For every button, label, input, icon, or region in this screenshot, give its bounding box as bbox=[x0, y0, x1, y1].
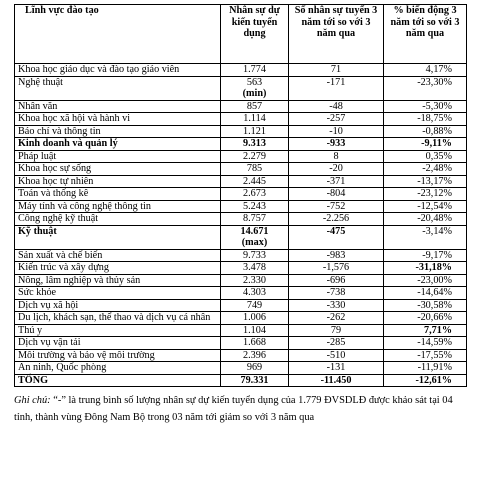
row-change: -2.256 bbox=[289, 213, 384, 226]
table-row bbox=[15, 76, 467, 100]
row-change: -475 bbox=[289, 225, 384, 249]
row-change: -285 bbox=[289, 337, 384, 350]
row-pct: -11,91% bbox=[384, 362, 467, 375]
row-field: Nông, lâm nghiệp và thủy sản bbox=[15, 274, 221, 287]
row-pct: -14,59% bbox=[384, 337, 467, 350]
row-pct: -20,48% bbox=[384, 213, 467, 226]
row-change: -20 bbox=[289, 163, 384, 176]
row-change: -262 bbox=[289, 312, 384, 325]
table-row bbox=[15, 274, 467, 287]
row-pct: -13,17% bbox=[384, 175, 467, 188]
row-change: -696 bbox=[289, 274, 384, 287]
row-pct: -3,14% bbox=[384, 225, 467, 249]
table-row bbox=[15, 113, 467, 126]
table-header-row bbox=[15, 5, 467, 64]
row-field: Nghệ thuật bbox=[15, 76, 221, 100]
row-field: Kỹ thuật bbox=[15, 225, 221, 249]
row-pct: 4,17% bbox=[384, 64, 467, 77]
recruitment-table bbox=[14, 4, 467, 387]
row-planned: 1.121 bbox=[221, 125, 289, 138]
row-planned: 2.396 bbox=[221, 349, 289, 362]
row-field: Kiến trúc và xây dựng bbox=[15, 262, 221, 275]
table-row bbox=[15, 213, 467, 226]
table-row bbox=[15, 64, 467, 77]
row-planned: 5.243 bbox=[221, 200, 289, 213]
row-pct: -30,58% bbox=[384, 299, 467, 312]
total-planned: 79.331 bbox=[221, 374, 289, 387]
row-planned: 1.104 bbox=[221, 324, 289, 337]
table-row bbox=[15, 125, 467, 138]
row-change: 71 bbox=[289, 64, 384, 77]
row-planned: 749 bbox=[221, 299, 289, 312]
row-planned: 2.445 bbox=[221, 175, 289, 188]
row-field: Công nghệ kỹ thuật bbox=[15, 213, 221, 226]
row-field: Kinh doanh và quản lý bbox=[15, 138, 221, 151]
table-row bbox=[15, 100, 467, 113]
row-planned-note: (min) bbox=[242, 88, 267, 100]
row-change: 8 bbox=[289, 150, 384, 163]
row-change: -131 bbox=[289, 362, 384, 375]
row-change: -171 bbox=[289, 76, 384, 100]
row-pct: 0,35% bbox=[384, 150, 467, 163]
row-planned: 9.313 bbox=[221, 138, 289, 151]
table-row bbox=[15, 287, 467, 300]
row-change: -330 bbox=[289, 299, 384, 312]
table-row bbox=[15, 362, 467, 375]
row-field: Pháp luật bbox=[15, 150, 221, 163]
table-row bbox=[15, 337, 467, 350]
table-row bbox=[15, 163, 467, 176]
row-field: An ninh, Quốc phòng bbox=[15, 362, 221, 375]
row-planned-value: 563 bbox=[246, 76, 263, 88]
row-pct: -9,17% bbox=[384, 249, 467, 262]
row-field: Du lịch, khách sạn, thể thao và dịch vụ cá nhân bbox=[15, 312, 221, 325]
row-planned: 1.774 bbox=[221, 64, 289, 77]
row-pct: -9,11% bbox=[384, 138, 467, 151]
table-row bbox=[15, 249, 467, 262]
total-pct: -12,61% bbox=[384, 374, 467, 387]
header-change: Số nhân sự tuyển 3 năm tới so với 3 năm qua bbox=[289, 5, 384, 64]
table-row bbox=[15, 262, 467, 275]
row-change: -752 bbox=[289, 200, 384, 213]
footnote bbox=[14, 393, 466, 425]
row-planned-note: (max) bbox=[241, 237, 268, 249]
row-pct: -31,18% bbox=[384, 262, 467, 275]
row-change: -738 bbox=[289, 287, 384, 300]
row-planned: 9.733 bbox=[221, 249, 289, 262]
row-planned: 1.668 bbox=[221, 337, 289, 350]
row-change: -804 bbox=[289, 188, 384, 201]
row-planned: 2.673 bbox=[221, 188, 289, 201]
row-planned: 8.757 bbox=[221, 213, 289, 226]
table-row bbox=[15, 299, 467, 312]
row-pct: -23,00% bbox=[384, 274, 467, 287]
table-row bbox=[15, 312, 467, 325]
header-planned: Nhân sự dự kiến tuyển dụng bbox=[221, 5, 289, 64]
row-change: -1,576 bbox=[289, 262, 384, 275]
row-planned: 857 bbox=[221, 100, 289, 113]
row-pct: -17,55% bbox=[384, 349, 467, 362]
table-row bbox=[15, 138, 467, 151]
row-planned: 969 bbox=[221, 362, 289, 375]
row-field: Dịch vụ xã hội bbox=[15, 299, 221, 312]
row-planned: 4.303 bbox=[221, 287, 289, 300]
table-total-row bbox=[15, 374, 467, 387]
header-field: Lĩnh vực đào tạo bbox=[15, 5, 221, 64]
row-change: -510 bbox=[289, 349, 384, 362]
row-field: Khoa học xã hội và hành vi bbox=[15, 113, 221, 126]
table-row bbox=[15, 324, 467, 337]
row-pct: -5,30% bbox=[384, 100, 467, 113]
row-planned: 3.478 bbox=[221, 262, 289, 275]
row-change: -933 bbox=[289, 138, 384, 151]
row-planned: 785 bbox=[221, 163, 289, 176]
row-field: Khoa học sự sống bbox=[15, 163, 221, 176]
row-change: -10 bbox=[289, 125, 384, 138]
row-pct: -12,54% bbox=[384, 200, 467, 213]
row-pct: -23,30% bbox=[384, 76, 467, 100]
row-change: -371 bbox=[289, 175, 384, 188]
row-pct: 7,71% bbox=[384, 324, 467, 337]
row-planned: 2.330 bbox=[221, 274, 289, 287]
row-planned-value: 14.671 bbox=[240, 225, 269, 237]
header-pct: % biến động 3 năm tới so với 3 năm qua bbox=[384, 5, 467, 64]
row-planned: 2.279 bbox=[221, 150, 289, 163]
table-row bbox=[15, 225, 467, 249]
row-field: Môi trường và bảo vệ môi trường bbox=[15, 349, 221, 362]
footnote-text: “-” là trung bình số lượng nhân sự dự kiến tuyển dụng của 1.779 ĐVSDLĐ được khảo sát tại 04 tỉnh, thành vùng Đông Nam Bộ trong 03 năm tới giảm so với 3 năm qua bbox=[14, 395, 453, 423]
table-row bbox=[15, 175, 467, 188]
row-field: Sức khỏe bbox=[15, 287, 221, 300]
row-field: Nhân văn bbox=[15, 100, 221, 113]
row-field: Dịch vụ vận tải bbox=[15, 337, 221, 350]
row-planned bbox=[221, 76, 289, 100]
row-pct: -18,75% bbox=[384, 113, 467, 126]
table-row bbox=[15, 150, 467, 163]
footnote-label: Ghi chú: bbox=[14, 395, 51, 407]
row-field: Máy tính và công nghệ thông tin bbox=[15, 200, 221, 213]
row-change: 79 bbox=[289, 324, 384, 337]
row-planned: 1.114 bbox=[221, 113, 289, 126]
row-pct: -2,48% bbox=[384, 163, 467, 176]
row-pct: -14,64% bbox=[384, 287, 467, 300]
table-row bbox=[15, 349, 467, 362]
row-pct: -0,88% bbox=[384, 125, 467, 138]
total-label: TỔNG bbox=[15, 374, 221, 387]
row-field: Khoa học giáo dục và đào tạo giáo viên bbox=[15, 64, 221, 77]
row-field: Báo chí và thông tin bbox=[15, 125, 221, 138]
table-row bbox=[15, 200, 467, 213]
row-field: Toán và thống kê bbox=[15, 188, 221, 201]
row-pct: -23,12% bbox=[384, 188, 467, 201]
total-change: -11.450 bbox=[289, 374, 384, 387]
row-pct: -20,66% bbox=[384, 312, 467, 325]
row-change: -48 bbox=[289, 100, 384, 113]
row-field: Thú y bbox=[15, 324, 221, 337]
row-field: Khoa học tự nhiên bbox=[15, 175, 221, 188]
table-row bbox=[15, 188, 467, 201]
row-planned: 1.006 bbox=[221, 312, 289, 325]
row-planned bbox=[221, 225, 289, 249]
row-field: Sản xuất và chế biến bbox=[15, 249, 221, 262]
row-change: -257 bbox=[289, 113, 384, 126]
row-change: -983 bbox=[289, 249, 384, 262]
